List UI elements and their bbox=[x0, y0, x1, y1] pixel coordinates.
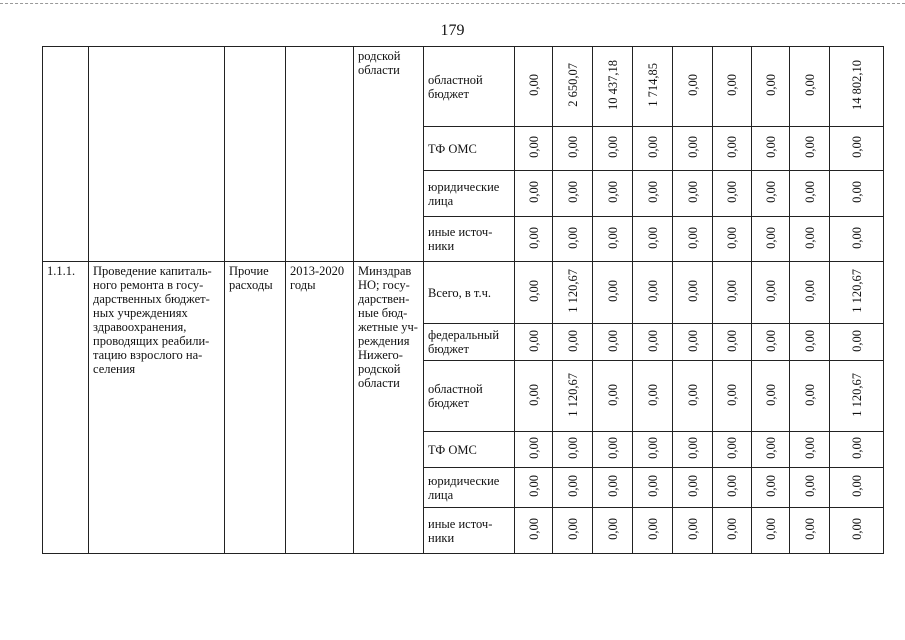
value-cell: 0,00 bbox=[802, 181, 817, 203]
table-row bbox=[43, 262, 884, 324]
value-cell: 0,00 bbox=[565, 181, 580, 203]
funding-source-label: иные источ-ники bbox=[424, 217, 515, 262]
executor-cell: Минздрав НО; госу-дарствен-ные бюд-жетные уч-реждения Нижего-родской области bbox=[354, 262, 424, 554]
value-cell: 0,00 bbox=[685, 475, 700, 497]
value-cell: 0,00 bbox=[605, 383, 620, 406]
value-cell: 0,00 bbox=[645, 280, 660, 302]
value-cell: 0,00 bbox=[526, 383, 541, 406]
value-cell: 0,00 bbox=[725, 437, 739, 459]
value-cell: 0,00 bbox=[605, 181, 620, 203]
value-cell: 0,00 bbox=[802, 74, 817, 96]
value-cell: 0,00 bbox=[763, 475, 778, 497]
event-name-cell: Проведение капиталь-ного ремонта в госу-дарственных бюджет-ных учреждениях здравоохранения, проводящих реабили-тацию взрослого на-селения bbox=[89, 262, 225, 554]
value-cell: 10 437,18 bbox=[605, 60, 620, 110]
value-cell: 0,00 bbox=[725, 329, 739, 352]
value-cell: 1 714,85 bbox=[645, 63, 660, 107]
value-cell: 0,00 bbox=[763, 383, 778, 406]
value-cell: 0,00 bbox=[763, 226, 778, 249]
value-cell: 0,00 bbox=[645, 329, 660, 352]
value-cell: 0,00 bbox=[763, 437, 778, 459]
funding-source-label: иные источ-ники bbox=[424, 508, 515, 554]
value-cell: 0,00 bbox=[565, 226, 580, 249]
value-cell: 0,00 bbox=[645, 437, 660, 459]
value-cell: 0,00 bbox=[685, 74, 700, 96]
value-cell: 1 120,67 bbox=[565, 372, 580, 417]
value-cell: 0,00 bbox=[645, 226, 660, 249]
total-cell: 0,00 bbox=[849, 329, 864, 352]
value-cell: 0,00 bbox=[645, 181, 660, 203]
funding-source-label: ТФ ОМС bbox=[424, 127, 515, 171]
total-cell: 0,00 bbox=[849, 475, 864, 497]
value-cell: 0,00 bbox=[802, 226, 817, 249]
value-cell: 0,00 bbox=[763, 136, 778, 158]
funding-source-label: Всего, в т.ч. bbox=[424, 262, 515, 324]
value-cell: 0,00 bbox=[685, 383, 700, 406]
value-cell: 0,00 bbox=[526, 181, 541, 203]
period-cell: 2013-2020 годы bbox=[286, 262, 354, 554]
value-cell: 0,00 bbox=[685, 280, 700, 302]
value-cell: 0,00 bbox=[526, 226, 541, 249]
total-cell: 0,00 bbox=[849, 437, 864, 459]
value-cell: 0,00 bbox=[565, 136, 580, 158]
value-cell: 0,00 bbox=[526, 280, 541, 302]
value-cell: 0,00 bbox=[763, 518, 778, 540]
value-cell: 0,00 bbox=[725, 280, 739, 302]
value-cell: 2 650,07 bbox=[565, 63, 580, 107]
value-cell: 0,00 bbox=[685, 518, 700, 540]
value-cell: 0,00 bbox=[526, 437, 541, 459]
value-cell: 0,00 bbox=[526, 74, 541, 96]
value-cell: 0,00 bbox=[605, 437, 620, 459]
value-cell: 0,00 bbox=[685, 437, 700, 459]
value-cell: 0,00 bbox=[802, 437, 817, 459]
funding-source-label: областной бюджет bbox=[424, 47, 515, 127]
value-cell: 1 120,67 bbox=[565, 269, 580, 313]
funding-source-label: областной бюджет bbox=[424, 361, 515, 432]
value-cell: 0,00 bbox=[725, 181, 739, 203]
funding-source-label: юридические лица bbox=[424, 171, 515, 217]
value-cell: 0,00 bbox=[565, 329, 580, 352]
value-cell: 0,00 bbox=[685, 181, 700, 203]
value-cell: 0,00 bbox=[565, 475, 580, 497]
value-cell: 0,00 bbox=[725, 136, 739, 158]
funding-source-label: федеральный бюджет bbox=[424, 324, 515, 361]
value-cell: 0,00 bbox=[802, 518, 817, 540]
value-cell: 0,00 bbox=[763, 74, 778, 96]
value-cell: 0,00 bbox=[565, 518, 580, 540]
event-name-cell bbox=[89, 47, 225, 262]
total-cell: 1 120,67 bbox=[849, 372, 864, 417]
value-cell: 0,00 bbox=[802, 136, 817, 158]
expense-type-cell bbox=[225, 47, 286, 262]
total-cell: 0,00 bbox=[849, 181, 864, 203]
value-cell: 0,00 bbox=[685, 329, 700, 352]
value-cell: 0,00 bbox=[645, 518, 660, 540]
value-cell: 0,00 bbox=[605, 136, 620, 158]
value-cell: 0,00 bbox=[605, 280, 620, 302]
value-cell: 0,00 bbox=[565, 437, 580, 459]
value-cell: 0,00 bbox=[526, 136, 541, 158]
value-cell: 0,00 bbox=[725, 383, 739, 406]
value-cell: 0,00 bbox=[605, 329, 620, 352]
value-cell: 0,00 bbox=[725, 518, 739, 540]
page-number: 179 bbox=[440, 22, 465, 39]
total-cell: 1 120,67 bbox=[849, 269, 864, 313]
funding-source-label: ТФ ОМС bbox=[424, 432, 515, 468]
total-cell: 0,00 bbox=[849, 518, 864, 540]
total-cell: 0,00 bbox=[849, 226, 864, 249]
period-cell bbox=[286, 47, 354, 262]
value-cell: 0,00 bbox=[685, 226, 700, 249]
value-cell: 0,00 bbox=[526, 329, 541, 352]
value-cell: 0,00 bbox=[645, 475, 660, 497]
row-number-cell: 1.1.1. bbox=[43, 262, 89, 554]
table-row bbox=[43, 47, 884, 127]
value-cell: 0,00 bbox=[802, 280, 817, 302]
value-cell: 0,00 bbox=[605, 226, 620, 249]
value-cell: 0,00 bbox=[725, 74, 739, 96]
value-cell: 0,00 bbox=[763, 181, 778, 203]
expense-type-cell: Прочие расходы bbox=[225, 262, 286, 554]
total-cell: 0,00 bbox=[849, 136, 864, 158]
value-cell: 0,00 bbox=[526, 518, 541, 540]
row-number-cell bbox=[43, 47, 89, 262]
page-top-border bbox=[0, 3, 905, 4]
value-cell: 0,00 bbox=[645, 383, 660, 406]
value-cell: 0,00 bbox=[725, 475, 739, 497]
value-cell: 0,00 bbox=[645, 136, 660, 158]
executor-cell: родской области bbox=[354, 47, 424, 262]
value-cell: 0,00 bbox=[802, 329, 817, 352]
value-cell: 0,00 bbox=[605, 518, 620, 540]
value-cell: 0,00 bbox=[763, 280, 778, 302]
value-cell: 0,00 bbox=[725, 226, 739, 249]
value-cell: 0,00 bbox=[526, 475, 541, 497]
value-cell: 0,00 bbox=[763, 329, 778, 352]
value-cell: 0,00 bbox=[802, 383, 817, 406]
value-cell: 0,00 bbox=[605, 475, 620, 497]
value-cell: 0,00 bbox=[685, 136, 700, 158]
value-cell: 0,00 bbox=[802, 475, 817, 497]
funding-table bbox=[42, 46, 884, 554]
funding-source-label: юридические лица bbox=[424, 468, 515, 508]
total-cell: 14 802,10 bbox=[849, 60, 864, 110]
